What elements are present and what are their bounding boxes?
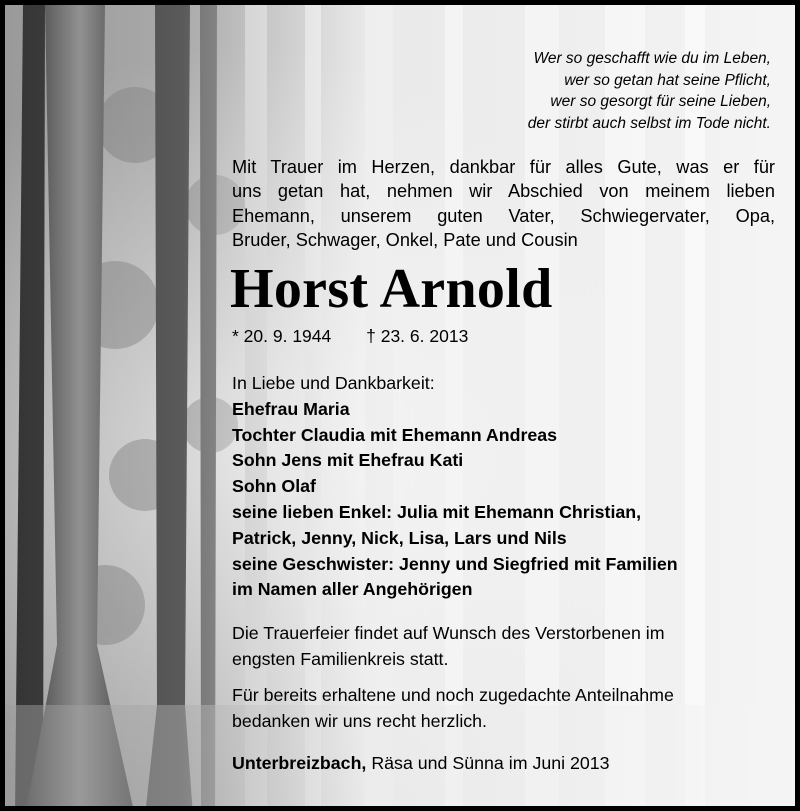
death-date: † 23. 6. 2013 xyxy=(366,326,469,346)
intro-paragraph xyxy=(232,155,775,252)
mourner-line: Sohn Olaf xyxy=(232,476,316,497)
intro-line: Ehemann, unserem guten Vater, Schwiegervater, Opa, xyxy=(232,205,775,226)
poem-line: wer so getan hat seine Pflicht, xyxy=(564,71,771,89)
mourner-line: seine Geschwister: Jenny und Siegfried mit Familien xyxy=(232,553,678,574)
place-and-date xyxy=(232,751,775,777)
birth-date: * 20. 9. 1944 xyxy=(232,326,332,346)
poem xyxy=(441,48,771,134)
mourner-line: Ehefrau Maria xyxy=(232,398,350,419)
intro-line: Bruder, Schwager, Onkel, Pate und Cousin xyxy=(232,229,578,250)
poem-line: Wer so geschafft wie du im Leben, xyxy=(533,50,771,67)
mourner-line: Tochter Claudia mit Ehemann Andreas xyxy=(232,424,558,445)
funeral-line: Die Trauerfeier findet auf Wunsch des Verstorbenen im xyxy=(232,623,665,643)
funeral-line: engsten Familienkreis statt. xyxy=(232,648,449,669)
life-dates xyxy=(232,324,468,348)
intro-line: uns getan hat, nehmen wir Abschied von meinem lieben xyxy=(232,181,775,202)
mourners-list xyxy=(232,371,775,603)
deceased-name: Horst Arnold xyxy=(230,258,553,320)
mourner-line: Patrick, Jenny, Nick, Lisa, Lars und Nils xyxy=(232,527,567,548)
thanks-note xyxy=(232,683,775,735)
mourner-line: Sohn Jens mit Ehefrau Kati xyxy=(232,450,464,471)
intro-line: Mit Trauer im Herzen, dankbar für alles Gute, was er für xyxy=(232,157,775,177)
funeral-notice xyxy=(232,621,775,673)
poem-line: der stirbt auch selbst im Tode nicht. xyxy=(527,114,771,132)
place-rest: Räsa und Sünna im Juni 2013 xyxy=(366,753,610,773)
thanks-line: bedanken wir uns recht herzlich. xyxy=(232,710,487,731)
mourners-heading: In Liebe und Dankbarkeit: xyxy=(232,373,435,393)
poem-line: wer so gesorgt für seine Lieben, xyxy=(550,93,771,110)
mourner-line: seine lieben Enkel: Julia mit Ehemann Christian, xyxy=(232,501,642,522)
notice-text xyxy=(232,5,777,811)
mourner-line: im Namen aller Angehörigen xyxy=(232,579,473,600)
place-town: Unterbreizbach, xyxy=(232,753,367,773)
thanks-line: Für bereits erhaltene und noch zugedachte Anteilnahme xyxy=(232,685,674,705)
